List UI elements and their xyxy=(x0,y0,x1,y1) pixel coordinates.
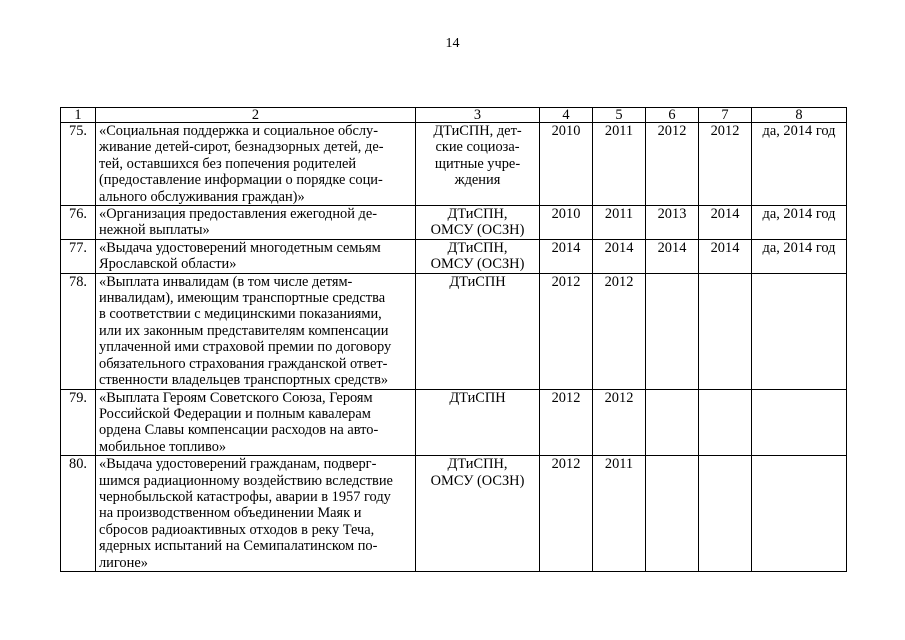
service-name xyxy=(96,206,416,240)
responsible-body xyxy=(416,456,540,572)
row-number: 75. xyxy=(61,123,96,206)
responsible-body xyxy=(416,389,540,456)
responsible-body xyxy=(416,273,540,389)
service-name xyxy=(96,239,416,273)
service-name-line: «Социальная поддержка и социальное обслу- xyxy=(99,123,379,139)
service-name-line: в соответствии с медицинскими показаниями, xyxy=(99,306,382,323)
stage-year-col6 xyxy=(646,456,699,572)
responsible-body-line: ждения xyxy=(454,172,501,189)
stage-year-col4: 2012 xyxy=(540,389,593,456)
service-name-line: уплаченной ими страховой премии по договору xyxy=(99,339,392,356)
result-col8: да, 2014 год xyxy=(752,123,847,206)
service-name xyxy=(96,123,416,206)
result-col8 xyxy=(752,456,847,572)
responsible-body-line: щитные учре- xyxy=(434,155,521,172)
table-header-row xyxy=(61,108,847,123)
service-name-line: чернобыльской катастрофы, аварии в 1957 году xyxy=(99,488,391,505)
service-name-line: мобильное топливо» xyxy=(99,438,227,455)
service-name-line: шимся радиационному воздействию вследствие xyxy=(99,472,393,489)
stage-year-col4: 2010 xyxy=(540,123,593,206)
service-name-line: ственности владельцев транспортных средств» xyxy=(99,372,389,389)
services-table xyxy=(60,107,847,572)
service-name-line: Ярославской области» xyxy=(99,256,237,273)
column-header: 2 xyxy=(96,108,416,123)
result-col8 xyxy=(752,389,847,456)
table-row xyxy=(61,456,847,572)
service-name-line: или их законным представителям компенсации xyxy=(99,322,389,339)
stage-year-col5: 2011 xyxy=(593,123,646,206)
service-name-line: «Выдача удостоверений гражданам, подверг- xyxy=(99,456,377,473)
responsible-body-line: ОМСУ (ОСЗН) xyxy=(430,472,525,489)
stage-year-col6 xyxy=(646,389,699,456)
responsible-body-line: ДТиСПН, xyxy=(447,456,508,473)
service-name-line: Российской Федерации и полным кавалерам xyxy=(99,405,371,422)
stage-year-col7: 2014 xyxy=(699,206,752,240)
service-name-line: нежной выплаты» xyxy=(99,222,210,239)
stage-year-col7 xyxy=(699,389,752,456)
responsible-body-line: ДТиСПН xyxy=(449,389,506,406)
service-name xyxy=(96,456,416,572)
result-col8: да, 2014 год xyxy=(752,239,847,273)
responsible-body xyxy=(416,206,540,240)
responsible-body-line: ОМСУ (ОСЗН) xyxy=(430,256,525,273)
responsible-body xyxy=(416,239,540,273)
table-row xyxy=(61,206,847,240)
responsible-body-line: ОМСУ (ОСЗН) xyxy=(430,222,525,239)
service-name-line: инвалидам), имеющим транспортные средства xyxy=(99,290,386,307)
service-name-line: обязательного страхования гражданской ответ- xyxy=(99,355,388,372)
service-name-line: (предоставление информации о порядке соци- xyxy=(99,172,383,189)
service-name-line: ального обслуживания граждан)» xyxy=(99,188,305,205)
row-number: 76. xyxy=(61,206,96,240)
service-name-line: «Выплата инвалидам (в том числе детям- xyxy=(99,273,353,290)
stage-year-col6: 2014 xyxy=(646,239,699,273)
page-number: 14 xyxy=(445,36,460,51)
stage-year-col6: 2013 xyxy=(646,206,699,240)
stage-year-col4: 2012 xyxy=(540,273,593,389)
stage-year-col5: 2011 xyxy=(593,206,646,240)
responsible-body-line: ДТиСПН, xyxy=(447,206,508,223)
responsible-body xyxy=(416,123,540,206)
column-header: 7 xyxy=(699,108,752,123)
service-name-line: ядерных испытаний на Семипалатинском по- xyxy=(99,538,378,555)
service-name-line: «Выплата Героям Советского Союза, Героям xyxy=(99,389,373,406)
stage-year-col4: 2012 xyxy=(540,456,593,572)
column-header: 1 xyxy=(61,108,96,123)
stage-year-col5: 2012 xyxy=(593,273,646,389)
service-name-line: «Организация предоставления ежегодной де- xyxy=(99,206,378,223)
service-name-line: сбросов радиоактивных отходов в реку Теча, xyxy=(99,521,375,538)
result-col8: да, 2014 год xyxy=(752,206,847,240)
result-col8 xyxy=(752,273,847,389)
row-number: 78. xyxy=(61,273,96,389)
service-name xyxy=(96,273,416,389)
service-name xyxy=(96,389,416,456)
service-name-line: ордена Славы компенсации расходов на авто- xyxy=(99,422,379,439)
stage-year-col4: 2010 xyxy=(540,206,593,240)
responsible-body-line: ДТиСПН, дет- xyxy=(433,123,522,139)
responsible-body-line: ские социоза- xyxy=(435,139,520,156)
row-number: 77. xyxy=(61,239,96,273)
column-header: 3 xyxy=(416,108,540,123)
stage-year-col5: 2014 xyxy=(593,239,646,273)
responsible-body-line: ДТиСПН, xyxy=(447,239,508,256)
row-number: 80. xyxy=(61,456,96,572)
column-header: 6 xyxy=(646,108,699,123)
service-name-line: «Выдача удостоверений многодетным семьям xyxy=(99,239,381,256)
stage-year-col7: 2012 xyxy=(699,123,752,206)
column-header: 4 xyxy=(540,108,593,123)
service-name-line: живание детей-сирот, безнадзорных детей, де- xyxy=(99,139,384,156)
column-header: 8 xyxy=(752,108,847,123)
stage-year-col4: 2014 xyxy=(540,239,593,273)
stage-year-col6: 2012 xyxy=(646,123,699,206)
service-name-line: тей, оставшихся без попечения родителей xyxy=(99,155,357,172)
stage-year-col5: 2012 xyxy=(593,389,646,456)
stage-year-col7 xyxy=(699,456,752,572)
stage-year-col7: 2014 xyxy=(699,239,752,273)
stage-year-col7 xyxy=(699,273,752,389)
stage-year-col5: 2011 xyxy=(593,456,646,572)
table-row xyxy=(61,389,847,456)
table-row xyxy=(61,123,847,206)
service-name-line: на производственном объединении Маяк и xyxy=(99,505,362,522)
table-row xyxy=(61,239,847,273)
stage-year-col6 xyxy=(646,273,699,389)
row-number: 79. xyxy=(61,389,96,456)
column-header: 5 xyxy=(593,108,646,123)
service-name-line: лигоне» xyxy=(99,554,148,571)
responsible-body-line: ДТиСПН xyxy=(449,273,506,290)
table-row xyxy=(61,273,847,389)
